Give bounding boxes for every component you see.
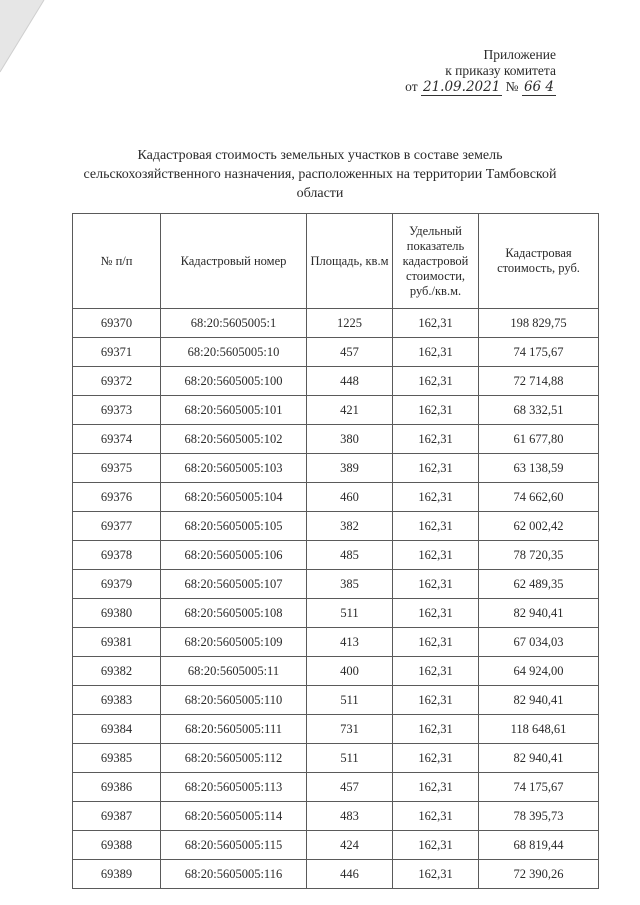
table-row xyxy=(73,802,599,831)
cell-area: 400 xyxy=(307,657,393,686)
cell-unit-value: 162,31 xyxy=(393,715,479,744)
table-row xyxy=(73,367,599,396)
cell-unit-value: 162,31 xyxy=(393,338,479,367)
cell-row-number: 69375 xyxy=(73,454,161,483)
cell-area: 485 xyxy=(307,541,393,570)
table-row xyxy=(73,744,599,773)
cell-area: 385 xyxy=(307,570,393,599)
cell-area: 413 xyxy=(307,628,393,657)
cell-cadastral-number: 68:20:5605005:113 xyxy=(161,773,307,802)
cell-area: 446 xyxy=(307,860,393,889)
table-row xyxy=(73,831,599,860)
page-corner-fold xyxy=(0,0,60,75)
table-row xyxy=(73,396,599,425)
cell-cadastral-value: 74 175,67 xyxy=(479,338,599,367)
cell-cadastral-value: 82 940,41 xyxy=(479,686,599,715)
cell-cadastral-value: 118 648,61 xyxy=(479,715,599,744)
table-header-row xyxy=(73,214,599,309)
cell-cadastral-value: 72 714,88 xyxy=(479,367,599,396)
cell-row-number: 69388 xyxy=(73,831,161,860)
cell-cadastral-value: 74 175,67 xyxy=(479,773,599,802)
order-number: 66 4 xyxy=(523,79,554,95)
table-row xyxy=(73,454,599,483)
cell-cadastral-number: 68:20:5605005:114 xyxy=(161,802,307,831)
cell-cadastral-number: 68:20:5605005:115 xyxy=(161,831,307,860)
cell-unit-value: 162,31 xyxy=(393,541,479,570)
cell-cadastral-number: 68:20:5605005:111 xyxy=(161,715,307,744)
cell-row-number: 69382 xyxy=(73,657,161,686)
cell-unit-value: 162,31 xyxy=(393,773,479,802)
table-row xyxy=(73,338,599,367)
cell-unit-value: 162,31 xyxy=(393,483,479,512)
cell-cadastral-number: 68:20:5605005:104 xyxy=(161,483,307,512)
cell-row-number: 69374 xyxy=(73,425,161,454)
cell-area: 421 xyxy=(307,396,393,425)
appendix-header xyxy=(405,47,556,95)
cadastral-value-table xyxy=(72,213,599,889)
cell-cadastral-number: 68:20:5605005:107 xyxy=(161,570,307,599)
table-row xyxy=(73,570,599,599)
cell-cadastral-value: 63 138,59 xyxy=(479,454,599,483)
cell-cadastral-value: 64 924,00 xyxy=(479,657,599,686)
cell-unit-value: 162,31 xyxy=(393,657,479,686)
cell-row-number: 69378 xyxy=(73,541,161,570)
cell-cadastral-number: 68:20:5605005:103 xyxy=(161,454,307,483)
cell-cadastral-number: 68:20:5605005:116 xyxy=(161,860,307,889)
cell-area: 511 xyxy=(307,744,393,773)
cell-cadastral-number: 68:20:5605005:106 xyxy=(161,541,307,570)
cell-cadastral-number: 68:20:5605005:1 xyxy=(161,309,307,338)
cell-unit-value: 162,31 xyxy=(393,628,479,657)
cell-cadastral-number: 68:20:5605005:110 xyxy=(161,686,307,715)
cell-row-number: 69389 xyxy=(73,860,161,889)
header-area: Площадь, кв.м xyxy=(307,214,393,309)
cell-unit-value: 162,31 xyxy=(393,512,479,541)
cell-area: 448 xyxy=(307,367,393,396)
cell-area: 511 xyxy=(307,686,393,715)
order-date-prefix: от xyxy=(405,79,418,94)
cell-row-number: 69384 xyxy=(73,715,161,744)
table-row xyxy=(73,483,599,512)
document-title: Кадастровая стоимость земельных участков в составе земель сельскохозяйственного назначения, расположенных на территории Тамбовской области xyxy=(83,148,557,201)
cell-cadastral-value: 74 662,60 xyxy=(479,483,599,512)
table-row xyxy=(73,512,599,541)
cell-unit-value: 162,31 xyxy=(393,425,479,454)
cell-row-number: 69385 xyxy=(73,744,161,773)
cell-row-number: 69387 xyxy=(73,802,161,831)
header-cadastral-value: Кадастровая стоимость, руб. xyxy=(479,214,599,309)
cell-cadastral-value: 78 720,35 xyxy=(479,541,599,570)
table-row xyxy=(73,657,599,686)
order-date: 21.09.2021 xyxy=(423,79,501,95)
cell-row-number: 69370 xyxy=(73,309,161,338)
cell-cadastral-value: 68 332,51 xyxy=(479,396,599,425)
cell-row-number: 69381 xyxy=(73,628,161,657)
cell-row-number: 69371 xyxy=(73,338,161,367)
cell-row-number: 69383 xyxy=(73,686,161,715)
table-row xyxy=(73,425,599,454)
cell-cadastral-number: 68:20:5605005:101 xyxy=(161,396,307,425)
cell-cadastral-number: 68:20:5605005:11 xyxy=(161,657,307,686)
cell-area: 1225 xyxy=(307,309,393,338)
cell-unit-value: 162,31 xyxy=(393,599,479,628)
cell-area: 380 xyxy=(307,425,393,454)
cell-unit-value: 162,31 xyxy=(393,367,479,396)
appendix-order-line xyxy=(405,79,556,95)
cell-area: 382 xyxy=(307,512,393,541)
table-row xyxy=(73,309,599,338)
cell-area: 457 xyxy=(307,773,393,802)
cell-cadastral-value: 61 677,80 xyxy=(479,425,599,454)
cell-area: 511 xyxy=(307,599,393,628)
cell-area: 731 xyxy=(307,715,393,744)
header-row-number: № п/п xyxy=(73,214,161,309)
cell-row-number: 69376 xyxy=(73,483,161,512)
table-row xyxy=(73,599,599,628)
table-row xyxy=(73,628,599,657)
cell-cadastral-number: 68:20:5605005:108 xyxy=(161,599,307,628)
cell-cadastral-number: 68:20:5605005:102 xyxy=(161,425,307,454)
cell-unit-value: 162,31 xyxy=(393,454,479,483)
cell-area: 483 xyxy=(307,802,393,831)
cell-cadastral-value: 67 034,03 xyxy=(479,628,599,657)
cell-cadastral-number: 68:20:5605005:109 xyxy=(161,628,307,657)
cell-cadastral-value: 62 002,42 xyxy=(479,512,599,541)
cell-row-number: 69373 xyxy=(73,396,161,425)
cell-row-number: 69386 xyxy=(73,773,161,802)
cell-cadastral-number: 68:20:5605005:112 xyxy=(161,744,307,773)
cell-cadastral-number: 68:20:5605005:100 xyxy=(161,367,307,396)
cell-cadastral-value: 82 940,41 xyxy=(479,744,599,773)
cell-area: 424 xyxy=(307,831,393,860)
table-row xyxy=(73,773,599,802)
table-row xyxy=(73,686,599,715)
cell-unit-value: 162,31 xyxy=(393,744,479,773)
cell-unit-value: 162,31 xyxy=(393,570,479,599)
cell-unit-value: 162,31 xyxy=(393,396,479,425)
order-number-sign: № xyxy=(505,79,519,94)
appendix-label: Приложение xyxy=(483,47,556,62)
cell-row-number: 69380 xyxy=(73,599,161,628)
table-row xyxy=(73,715,599,744)
cell-area: 389 xyxy=(307,454,393,483)
cell-row-number: 69372 xyxy=(73,367,161,396)
table-body xyxy=(73,309,599,889)
table-row xyxy=(73,860,599,889)
header-cadastral-number: Кадастровый номер xyxy=(161,214,307,309)
cell-cadastral-value: 82 940,41 xyxy=(479,599,599,628)
header-unit-value: Удельный показатель кадастровой стоимости, руб./кв.м. xyxy=(393,214,479,309)
cell-unit-value: 162,31 xyxy=(393,831,479,860)
cell-area: 460 xyxy=(307,483,393,512)
cell-cadastral-number: 68:20:5605005:105 xyxy=(161,512,307,541)
appendix-order-ref: к приказу комитета xyxy=(445,63,556,78)
cell-unit-value: 162,31 xyxy=(393,309,479,338)
cell-cadastral-value: 72 390,26 xyxy=(479,860,599,889)
cell-row-number: 69379 xyxy=(73,570,161,599)
cell-row-number: 69377 xyxy=(73,512,161,541)
cell-unit-value: 162,31 xyxy=(393,860,479,889)
table-row xyxy=(73,541,599,570)
cell-unit-value: 162,31 xyxy=(393,802,479,831)
cell-unit-value: 162,31 xyxy=(393,686,479,715)
cell-cadastral-value: 78 395,73 xyxy=(479,802,599,831)
cell-cadastral-value: 62 489,35 xyxy=(479,570,599,599)
cell-area: 457 xyxy=(307,338,393,367)
cell-cadastral-number: 68:20:5605005:10 xyxy=(161,338,307,367)
cell-cadastral-value: 68 819,44 xyxy=(479,831,599,860)
cell-cadastral-value: 198 829,75 xyxy=(479,309,599,338)
